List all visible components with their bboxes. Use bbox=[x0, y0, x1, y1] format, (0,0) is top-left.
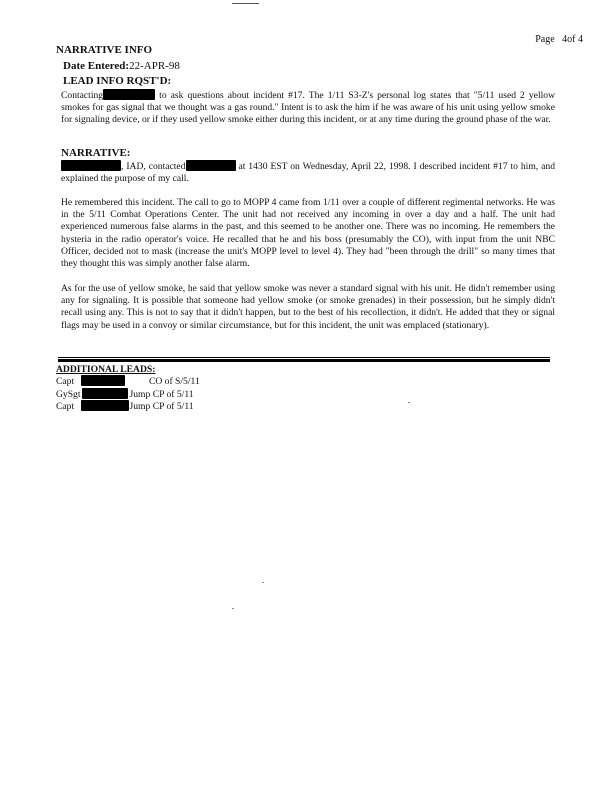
scan-speck bbox=[408, 402, 410, 403]
narrative-paragraph-2: He remembered this incident. The call to go to MOPP 4 came from 1/11 over a couple of different regimental networks. He was in the 5/11 Combat Operations Center. The unit had not received any incoming in over a day and a half. The unit had experienced numerous false alarms in the past, and this seemed to be another one. There was no incoming. He remembers the hysteria in the radio operator's voice. He recalled that he and his boss (presumably the CO), with input from the unit NBC Officer, decided not to mask (increase the unit's MOPP level to level 4). They had "been through the drill" so many times that they thought this was simply another false alarm. bbox=[61, 197, 555, 270]
lead-role: CO of S/5/11 bbox=[148, 376, 200, 388]
lead-rank: Capt bbox=[56, 401, 75, 413]
lead-role: Jump CP of 5/11 bbox=[129, 401, 194, 413]
narrative-paragraph-1 bbox=[61, 160, 555, 185]
date-entered-value: 22-APR-98 bbox=[129, 60, 180, 72]
page-label: Page bbox=[535, 34, 555, 45]
lead-item bbox=[56, 375, 200, 387]
lead-info-text-before: Contacting bbox=[61, 90, 104, 101]
redaction-block bbox=[81, 375, 125, 386]
redaction-block bbox=[103, 89, 155, 100]
scan-speck bbox=[232, 608, 234, 609]
scan-speck bbox=[262, 582, 264, 583]
lead-rank: Capt bbox=[56, 376, 75, 388]
lead-item bbox=[56, 400, 200, 412]
lead-info-heading: LEAD INFO RQST'D: bbox=[63, 75, 172, 87]
page-number bbox=[535, 34, 583, 45]
redaction-block bbox=[61, 160, 121, 171]
date-entered bbox=[63, 60, 180, 72]
date-entered-label: Date Entered: bbox=[63, 60, 130, 72]
lead-rank: GySgt bbox=[56, 388, 81, 400]
narrative-p1-middle: , IAD, contacted bbox=[121, 161, 186, 172]
narrative-p1-end: at 1430 EST on Wednesday, April 22, 1998. I described incident #17 to him, and explained the purpose of my call. bbox=[61, 161, 555, 185]
narrative-info-heading: NARRATIVE INFO bbox=[56, 44, 153, 56]
redaction-block bbox=[186, 160, 236, 171]
lead-item bbox=[56, 388, 200, 400]
narrative-paragraph-3: As for the use of yellow smoke, he said that yellow smoke was never a standard signal with his unit. He didn't remember using any for signaling. It is possible that someone had yellow smoke (or smoke grenades) in their possession, but he simply didn't recall using any. This is not to say that it didn't happen, but to the best of his recollection, it didn't. He added that they or signal flags may be used in a convoy or similar circumstance, but for this incident, the unit was emplaced (stationary). bbox=[61, 283, 555, 331]
additional-leads bbox=[56, 364, 200, 413]
additional-leads-heading: ADDITIONAL LEADS: bbox=[56, 364, 156, 375]
redaction-block bbox=[81, 400, 129, 411]
lead-info-paragraph bbox=[61, 89, 555, 127]
lead-role: Jump CP of 5/11 bbox=[129, 388, 194, 400]
section-rule-thick bbox=[58, 359, 550, 362]
section-rule-thin bbox=[58, 357, 550, 358]
top-rule bbox=[232, 3, 259, 4]
redaction-block bbox=[82, 388, 128, 399]
narrative-heading: NARRATIVE: bbox=[61, 147, 131, 159]
lead-info-text-after: to ask questions about incident #17. The 1/11 S3-Z's personal log states that "5/11 used 2 yellow smokes for gas signal that we thought was a gas round." Intent is to ask the him if he was aware of his unit using yellow smoke for signaling device, or if they used yellow smoke either during this incident, or at any time during the ground phase of the war. bbox=[61, 90, 555, 126]
page-number-value: 4of 4 bbox=[562, 34, 583, 45]
